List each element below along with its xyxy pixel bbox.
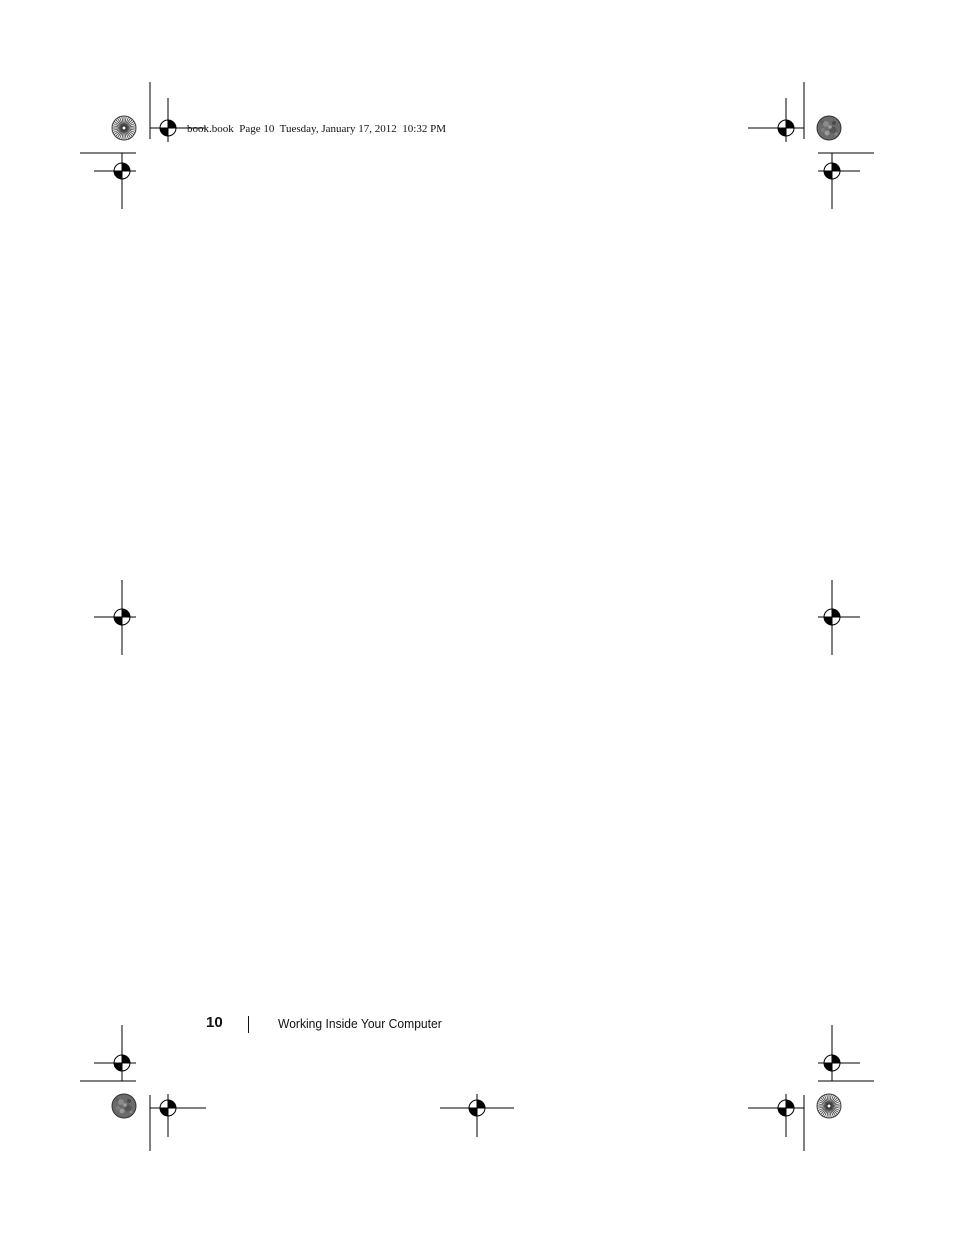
color-wheel-icon [112,1094,136,1118]
running-title: Working Inside Your Computer [278,1016,442,1031]
color-wheel-icon [112,116,136,140]
color-wheel-icon [817,116,841,140]
slug-line: book.book Page 10 Tuesday, January 17, 2012 10:32 PM [187,123,447,135]
page-number: 10 [206,1014,223,1031]
footer-divider [248,1016,249,1033]
color-wheel-icon [817,1094,841,1118]
